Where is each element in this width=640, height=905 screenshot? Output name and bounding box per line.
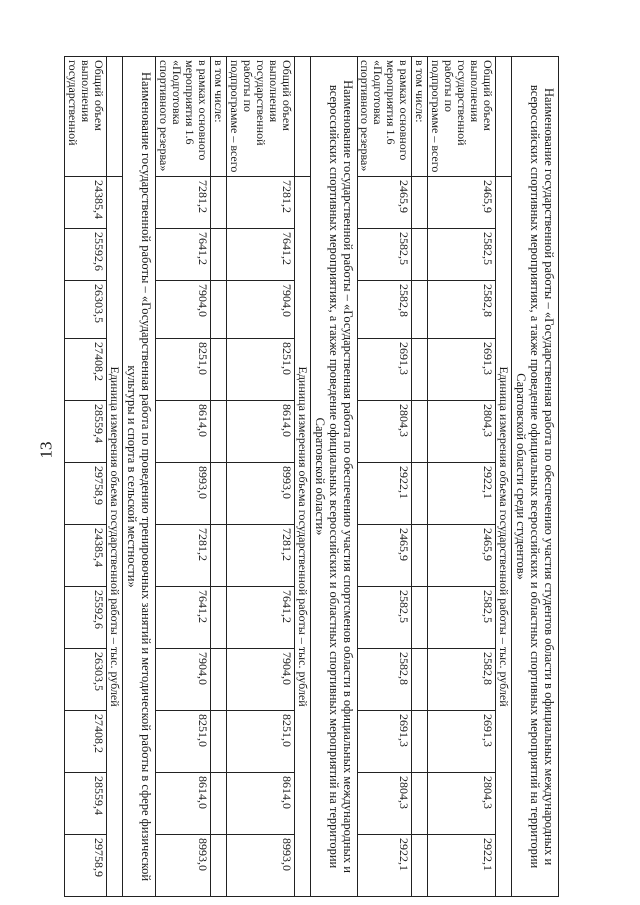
value-cell: 8251,0	[226, 339, 294, 401]
value-cell: 7281,2	[226, 525, 294, 587]
value-cell: 2804,3	[428, 773, 496, 835]
value-cell: 2582,8	[428, 281, 496, 339]
value-cell: 25592,6	[65, 229, 107, 281]
value-cell: 2922,1	[357, 463, 412, 525]
empty-cell	[210, 401, 226, 463]
empty-cell	[210, 711, 226, 773]
unit-label: Единица измерения объема государственной работы – тыс. рублей	[107, 177, 123, 897]
value-cell: 7641,2	[156, 587, 211, 649]
work-name-heading: Наименование государственной работы – «Государственная работа по проведению тренировочных занятий и методической работы в сфере физической культуры и спорта в сельской местности»	[123, 57, 156, 897]
empty-cell	[412, 525, 428, 587]
table-row	[210, 57, 226, 897]
value-cell: 8993,0	[226, 835, 294, 897]
value-cell: 8251,0	[156, 339, 211, 401]
row-label: Общий объем выполнения государственной работы по подпрограмме – всего	[226, 57, 294, 177]
value-cell: 8993,0	[226, 463, 294, 525]
value-cell: 8251,0	[156, 711, 211, 773]
value-cell: 2582,8	[428, 649, 496, 711]
funding-table	[64, 56, 559, 897]
value-cell: 7641,2	[226, 587, 294, 649]
table-row	[412, 57, 428, 897]
empty-cell	[412, 711, 428, 773]
value-cell: 7904,0	[156, 281, 211, 339]
empty-cell	[210, 177, 226, 229]
value-cell: 2582,5	[357, 229, 412, 281]
value-cell: 2691,3	[428, 339, 496, 401]
work-name-heading: Наименование государственной работы – «Государственная работа по обеспечению участия студентов области в официальных международных и всероссийских спортивных мероприятиях, а также проведение официальных всероссийских и областных спортивных мероприятий на территории Саратовской области среди студентов»	[512, 57, 559, 897]
value-cell: 7904,0	[226, 649, 294, 711]
empty-cell	[412, 401, 428, 463]
value-cell: 2804,3	[357, 773, 412, 835]
table-row	[226, 57, 294, 897]
value-cell: 8614,0	[156, 773, 211, 835]
empty-cell	[412, 587, 428, 649]
value-cell: 28559,4	[65, 773, 107, 835]
value-cell: 2691,3	[357, 339, 412, 401]
empty-cell	[412, 281, 428, 339]
table-row	[428, 57, 496, 897]
table-row	[357, 57, 412, 897]
value-cell: 2582,5	[428, 587, 496, 649]
value-cell: 26303,5	[65, 649, 107, 711]
value-cell: 8993,0	[156, 835, 211, 897]
value-cell: 7641,2	[156, 229, 211, 281]
value-cell: 2691,3	[428, 711, 496, 773]
value-cell: 2922,1	[357, 835, 412, 897]
value-cell: 2582,8	[357, 281, 412, 339]
empty-cell	[210, 525, 226, 587]
value-cell: 2922,1	[428, 463, 496, 525]
table-body	[65, 57, 559, 897]
unit-row	[107, 57, 123, 897]
value-cell: 8614,0	[226, 401, 294, 463]
table-row	[156, 57, 211, 897]
value-cell: 2804,3	[428, 401, 496, 463]
empty-cell	[210, 339, 226, 401]
empty-cell	[412, 339, 428, 401]
row-label: в рамках основного мероприятия 1.6 «Подготовка спортивного резерва»	[357, 57, 412, 177]
value-cell: 8614,0	[226, 773, 294, 835]
block-heading-row	[512, 57, 559, 897]
block-heading-row	[123, 57, 156, 897]
value-cell: 2804,3	[357, 401, 412, 463]
block-heading-row	[310, 57, 357, 897]
value-cell: 25592,6	[65, 587, 107, 649]
empty-cell	[412, 773, 428, 835]
empty-cell	[412, 649, 428, 711]
value-cell: 8993,0	[156, 463, 211, 525]
value-cell: 7904,0	[226, 281, 294, 339]
empty-cell	[210, 649, 226, 711]
empty-cell	[210, 463, 226, 525]
value-cell: 27408,2	[65, 711, 107, 773]
value-cell: 2582,5	[428, 229, 496, 281]
value-cell: 26303,5	[65, 281, 107, 339]
value-cell: 2691,3	[357, 711, 412, 773]
value-cell: 2582,8	[357, 649, 412, 711]
empty-cell	[210, 281, 226, 339]
unit-label: Единица измерения объема государственной работы – тыс. рублей	[496, 177, 512, 897]
value-cell: 2465,9	[357, 177, 412, 229]
row-label: в том числе:	[412, 57, 428, 177]
work-name-heading: Наименование государственной работы – «Государственная работа по обеспечению участия спортсменов области в официальных международных и всероссийских спортивных мероприятиях, а также проведение официальных всероссийских и областных спортивных мероприятий на территории Саратовской области»	[310, 57, 357, 897]
value-cell: 7281,2	[156, 177, 211, 229]
empty-cell	[210, 587, 226, 649]
value-cell: 2465,9	[428, 177, 496, 229]
row-label: в том числе:	[210, 57, 226, 177]
row-label: Общий объем выполнения государственной работы по подпрограмме – всего	[428, 57, 496, 177]
value-cell: 2922,1	[428, 835, 496, 897]
unit-label: Единица измерения объема государственной работы – тыс. рублей	[294, 177, 310, 897]
value-cell: 2465,9	[357, 525, 412, 587]
value-cell: 8251,0	[226, 711, 294, 773]
empty-cell	[210, 835, 226, 897]
value-cell: 2582,5	[357, 587, 412, 649]
empty-cell	[412, 463, 428, 525]
rotated-table-region	[66, 56, 559, 896]
value-cell: 24385,4	[65, 525, 107, 587]
unit-row	[294, 57, 310, 897]
table-row	[65, 57, 107, 897]
empty-cell	[210, 229, 226, 281]
value-cell: 7641,2	[226, 229, 294, 281]
value-cell: 7281,2	[156, 525, 211, 587]
value-cell: 8614,0	[156, 401, 211, 463]
unit-row	[496, 57, 512, 897]
value-cell: 2465,9	[428, 525, 496, 587]
empty-cell	[412, 229, 428, 281]
value-cell: 7281,2	[226, 177, 294, 229]
empty-cell	[210, 773, 226, 835]
empty-cell	[412, 835, 428, 897]
value-cell: 29758,9	[65, 835, 107, 897]
value-cell: 24385,4	[65, 177, 107, 229]
value-cell: 29758,9	[65, 463, 107, 525]
row-label: в рамках основного мероприятия 1.6 «Подготовка спортивного резерва»	[156, 57, 211, 177]
value-cell: 7904,0	[156, 649, 211, 711]
value-cell: 28559,4	[65, 401, 107, 463]
value-cell: 27408,2	[65, 339, 107, 401]
page-number: 13	[36, 441, 56, 459]
row-label: Общий объем выполнения государственной	[65, 57, 107, 177]
empty-cell	[412, 177, 428, 229]
